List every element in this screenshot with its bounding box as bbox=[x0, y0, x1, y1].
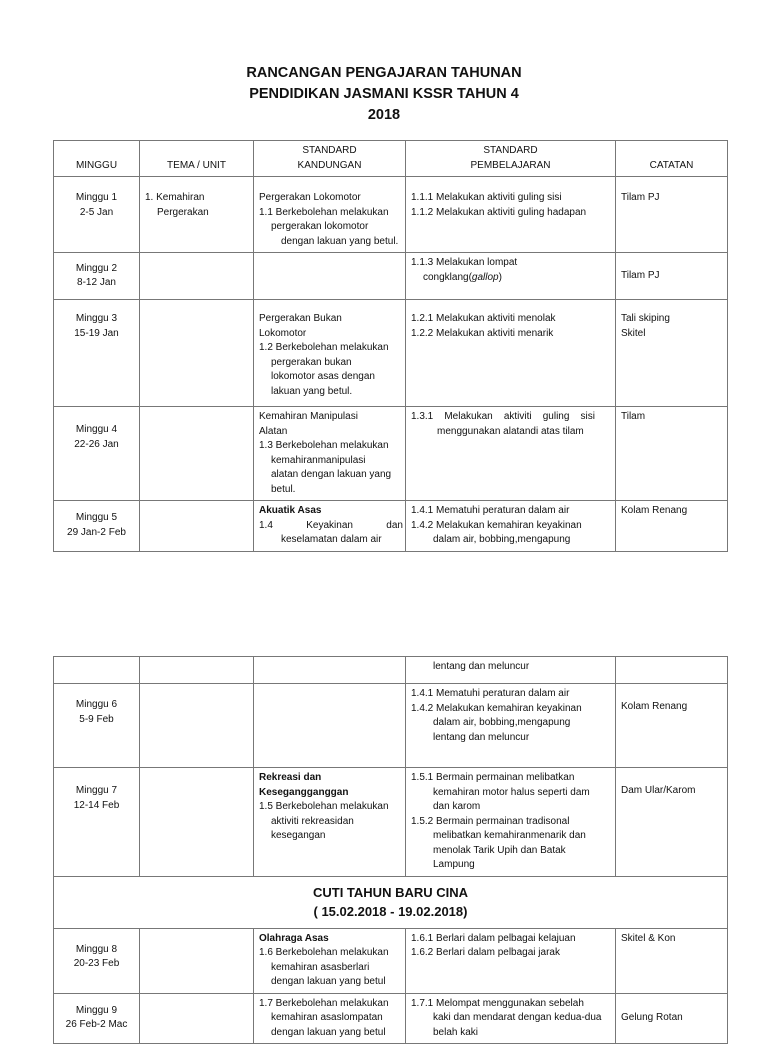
tema-cell bbox=[140, 993, 254, 1044]
standard-kandungan-cell: Olahraga Asas 1.6 Berkebolehan melakukan kemahiran asasberlari dengan lakuan yang betul bbox=[254, 928, 406, 993]
standard-kandungan-cell: Pergerakan Lokomotor 1.1 Berkebolehan melakukan pergerakan lokomotor dengan lakuan yang betul. bbox=[254, 177, 406, 253]
standard-pembelajaran-cell: 1.2.1 Melakukan aktiviti menolak 1.2.2 Melakukan aktiviti menarik bbox=[406, 300, 616, 407]
catatan-cell: Tilam PJ bbox=[616, 177, 728, 253]
week-cell: Minggu 7 12-14 Feb bbox=[54, 768, 140, 877]
week-cell: Minggu 3 15-19 Jan bbox=[54, 300, 140, 407]
document-year: 2018 bbox=[367, 107, 401, 123]
tema-cell bbox=[140, 928, 254, 993]
standard-kandungan-cell: Pergerakan Bukan Lokomotor 1.2 Berkebolehan melakukan pergerakan bukan lokomotor asas dengan lakuan yang betul. bbox=[254, 300, 406, 407]
standard-pembelajaran-cell: 1.1.3 Melakukan lompat congklang(gallop) bbox=[406, 253, 616, 300]
col-tema: TEMA / UNIT bbox=[140, 141, 254, 177]
standard-kandungan-cell bbox=[254, 684, 406, 768]
week-cell: Minggu 2 8-12 Jan bbox=[54, 253, 140, 300]
catatan-cell: Gelung Rotan bbox=[616, 993, 728, 1044]
standard-pembelajaran-cell: 1.6.1 Berlari dalam pelbagai kelajuan 1.6.2 Berlari dalam pelbagai jarak bbox=[406, 928, 616, 993]
table-header-row bbox=[54, 141, 728, 177]
standard-kandungan-cell bbox=[254, 253, 406, 300]
standard-pembelajaran-cell: 1.4.1 Mematuhi peraturan dalam air 1.4.2 Melakukan kemahiran keyakinan dalam air, bobbing,mengapung lentang dan meluncur bbox=[406, 684, 616, 768]
catatan-cell: Tilam PJ bbox=[616, 253, 728, 300]
week-cell: Minggu 5 29 Jan-2 Feb bbox=[54, 501, 140, 552]
standard-kandungan-cell: 1.7 Berkebolehan melakukan kemahiran asaslompatan dengan lakuan yang betul bbox=[254, 993, 406, 1044]
tema-cell bbox=[140, 657, 254, 684]
week-cell: Minggu 4 22-26 Jan bbox=[54, 407, 140, 501]
tema-cell bbox=[140, 684, 254, 768]
week-cell: Minggu 8 20-23 Feb bbox=[54, 928, 140, 993]
standard-kandungan-cell: Rekreasi dan Kesegangganggan 1.5 Berkebolehan melakukan aktiviti rekreasidan kesegangan bbox=[254, 768, 406, 877]
standard-pembelajaran-cell: 1.4.1 Mematuhi peraturan dalam air 1.4.2 Melakukan kemahiran keyakinan dalam air, bobbing,mengapung bbox=[406, 501, 616, 552]
tema-cell: 1. Kemahiran Pergerakan bbox=[140, 177, 254, 253]
lesson-plan-table-1 bbox=[53, 140, 728, 552]
standard-pembelajaran-cell: lentang dan meluncur bbox=[406, 657, 616, 684]
catatan-cell bbox=[616, 657, 728, 684]
standard-pembelajaran-cell: 1.5.1 Bermain permainan melibatkan kemahiran motor halus seperti dam dan karom 1.5.2 Bermain permainan tradisonal melibatkan kemahiranmenarik dan menolak Tarik Upih dan Batak Lampung bbox=[406, 768, 616, 877]
catatan-cell: Tilam bbox=[616, 407, 728, 501]
tema-cell bbox=[140, 501, 254, 552]
catatan-cell: Dam Ular/Karom bbox=[616, 768, 728, 877]
standard-kandungan-cell bbox=[254, 657, 406, 684]
tema-cell bbox=[140, 407, 254, 501]
table-row bbox=[54, 928, 728, 993]
tema-cell bbox=[140, 768, 254, 877]
table-row bbox=[54, 501, 728, 552]
standard-pembelajaran-cell: 1.3.1 Melakukan aktiviti guling sisi menggunakan alatandi atas tilam bbox=[406, 407, 616, 501]
table-row bbox=[54, 300, 728, 407]
catatan-cell: Skitel & Kon bbox=[616, 928, 728, 993]
week-cell: Minggu 9 26 Feb-2 Mac bbox=[54, 993, 140, 1044]
col-minggu: MINGGU bbox=[54, 141, 140, 177]
standard-kandungan-cell: Akuatik Asas 1.4 Keyakinan dan keselamatan dalam air bbox=[254, 501, 406, 552]
catatan-cell: Tali skiping Skitel bbox=[616, 300, 728, 407]
tema-cell bbox=[140, 300, 254, 407]
standard-pembelajaran-cell: 1.1.1 Melakukan aktiviti guling sisi 1.1.2 Melakukan aktiviti guling hadapan bbox=[406, 177, 616, 253]
table-row bbox=[54, 993, 728, 1044]
document-title: RANCANGAN PENGAJARAN TAHUNAN bbox=[246, 65, 522, 81]
standard-kandungan-cell: Kemahiran Manipulasi Alatan 1.3 Berkebolehan melakukan kemahiranmanipulasi alatan dengan lakuan yang betul. bbox=[254, 407, 406, 501]
catatan-cell: Kolam Renang bbox=[616, 501, 728, 552]
week-cell: Minggu 1 2-5 Jan bbox=[54, 177, 140, 253]
standard-pembelajaran-cell: 1.7.1 Melompat menggunakan sebelah kaki dan mendarat dengan kedua-dua belah kaki bbox=[406, 993, 616, 1044]
table-row bbox=[54, 177, 728, 253]
week-cell bbox=[54, 657, 140, 684]
document-subtitle: PENDIDIKAN JASMANI KSSR TAHUN 4 bbox=[249, 86, 519, 102]
table-row bbox=[54, 407, 728, 501]
col-catatan: CATATAN bbox=[616, 141, 728, 177]
week-cell: Minggu 6 5-9 Feb bbox=[54, 684, 140, 768]
col-standard-kandungan: STANDARD KANDUNGAN bbox=[254, 141, 406, 177]
table-row bbox=[54, 684, 728, 768]
table-row bbox=[54, 657, 728, 684]
col-standard-pembelajaran: STANDARD PEMBELAJARAN bbox=[406, 141, 616, 177]
table-row bbox=[54, 253, 728, 300]
tema-cell bbox=[140, 253, 254, 300]
lesson-plan-table-2 bbox=[53, 656, 728, 1044]
holiday-row bbox=[54, 876, 728, 928]
catatan-cell: Kolam Renang bbox=[616, 684, 728, 768]
table-row bbox=[54, 768, 728, 877]
holiday-banner: CUTI TAHUN BARU CINA ( 15.02.2018 - 19.02.2018) bbox=[54, 876, 728, 928]
